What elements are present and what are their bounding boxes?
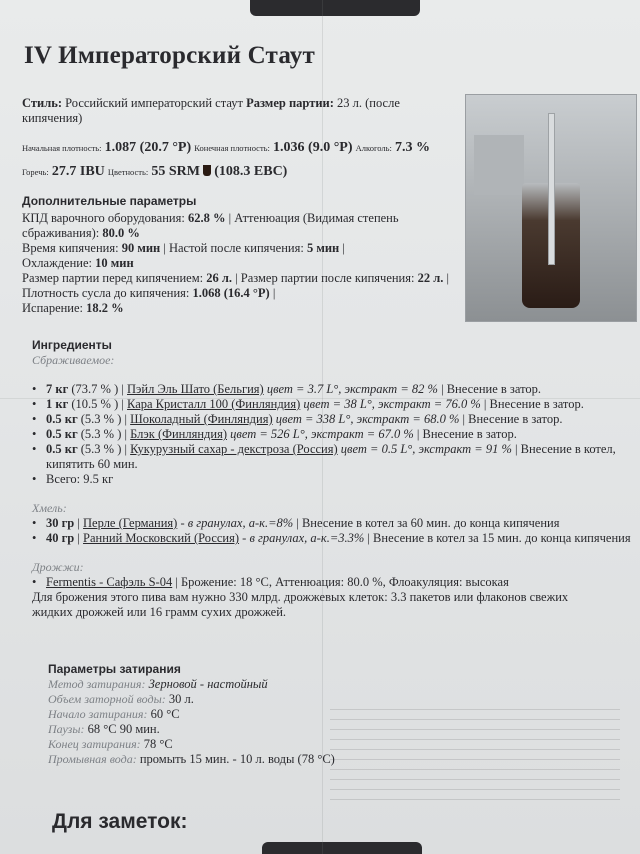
fermentables-label: Сбраживаемое: [32,353,115,367]
ingredients-heading: Ингредиенты [32,338,112,352]
mash-row: Объем заторной воды: 30 л. [48,692,194,706]
style-line: Стиль: Российский императорский стаут Размер партии: 23 л. (после кипячения) [22,96,400,125]
mash-row: Промывная вода: промыть 15 мин. - 10 л. воды (78 °C) [48,752,335,766]
list-item: • 30 гр | Перле (Германия) - в гранулах, а-к.=8% | Внесение в котел за 60 мин. до конца кипячения [32,516,632,531]
yeast-note: Для брожения этого пива вам нужно 330 млрд. дрожжевых клеток: 3.3 пакетов или флаконов свежих жидких дрожжей или 16 грамм сухих дрожжей. [32,590,569,619]
list-item: • 1 кг (10.5 % ) | Кара Кристалл 100 (Финляндия) цвет = 38 L°, экстракт = 76.0 % | Внесение в затор. [32,397,632,412]
binder-clip-bottom [262,842,422,854]
bitterness-line: Горечь: 27.7 IBU Цветность: 55 SRM (108.3 EBC) [22,164,288,179]
list-item: • 7 кг (73.7 % ) | Пэйл Эль Шато (Бельгия) цвет = 3.7 L°, экстракт = 82 % | Внесение в затор. [32,382,632,397]
ingredients [32,338,632,620]
fermentables-list [32,382,632,487]
yeast-label: Дрожжи: [32,560,84,574]
hops-label: Хмель: [32,501,67,515]
mash-row: Начало затирания: 60 °C [48,707,180,721]
mash-row: Конец затирания: 78 °C [48,737,173,751]
fermentables-total: • Всего: 9.5 кг [32,472,632,487]
recipe-title: IV Императорский Стаут [24,42,315,69]
hops-list [32,516,632,546]
list-item: • 0.5 кг (5.3 % ) | Кукурузный сахар - декстроза (Россия) цвет = 0.5 L°, экстракт = 91 % | Внесение в котел, кипятить 60 мин. [32,442,632,472]
binder-clip-top [250,0,420,16]
gravity-line: Начальная плотность: 1.087 (20.7 °P) Конечная плотность: 1.036 (9.0 °P) Алкоголь: 7.3 % [22,140,430,155]
list-item: • Fermentis - Сафэль S-04 | Брожение: 18 °C, Аттенюация: 80.0 %, Флоакуляция: высокая [32,575,632,590]
mash-row: Метод затирания: Зерновой - настойный [48,677,268,691]
notes-heading: Для заметок: [52,810,188,833]
extra-params: Дополнительные параметры КПД варочного оборудования: 62.8 % | Аттенюация (Видимая степень сбраживания): 80.0 % Время кипячения: 90 мин | Настой после кипячения: 5 мин | Охлаждение: 10 мин Размер партии перед кипячением: 26 л. | Размер партии после кипячения: 22 л. | Плотность сусла до кипячения: 1.068 (16.4 °P) | Испарение: 18.2 % [22,194,462,316]
hydrometer [548,113,555,265]
mash-row: Паузы: 68 °C 90 мин. [48,722,160,736]
beer-glass-icon [203,165,211,176]
mash-heading: Параметры затирания [48,662,181,676]
list-item: • 0.5 кг (5.3 % ) | Шоколадный (Финляндия) цвет = 338 L°, экстракт = 68.0 % | Внесение в затор. [32,412,632,427]
list-item: • 40 гр | Ранний Московский (Россия) - в гранулах, а-к.=3.3% | Внесение в котел за 15 мин. до конца кипячения [32,531,632,546]
extra-params-heading: Дополнительные параметры [22,194,197,208]
mash-params [48,662,468,767]
yeast-list [32,575,632,590]
list-item: • 0.5 кг (5.3 % ) | Блэк (Финляндия) цвет = 526 L°, экстракт = 67.0 % | Внесение в затор. [32,427,632,442]
beer-photo [465,94,637,322]
